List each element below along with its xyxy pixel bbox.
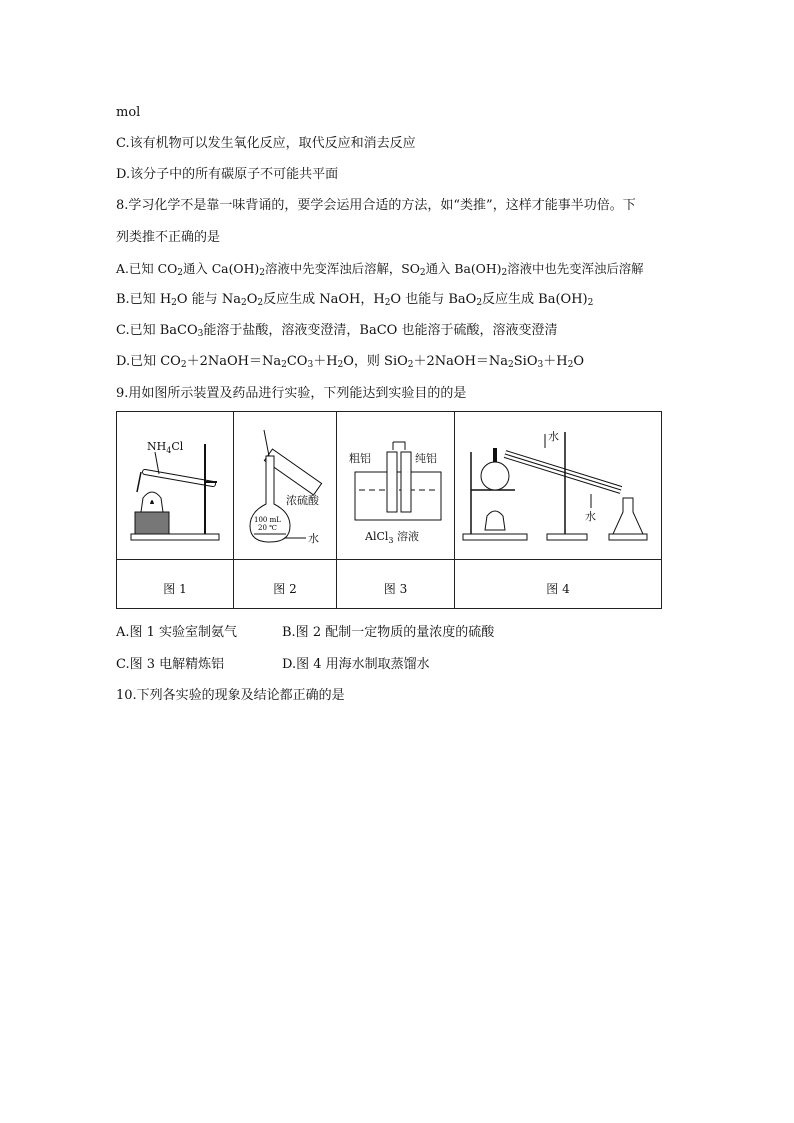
fig1-reagent-label: $NH_4Cl$ <box>147 440 184 455</box>
figure-2-volumetric-flask <box>234 412 336 559</box>
q8-option-d: D.已知 $CO_2+2NaOH=Na_2CO_3+H_2O$，则 $SiO_2+2NaOH=Na_2SiO_3+H_2O$ <box>116 354 584 370</box>
text-line: mol <box>116 105 141 120</box>
q8-option-b: B.已知 $H_2O$ 能与 $Na_2O_2$反应生成 NaOH，$H_2O$ 也能与 BaO$_2$反应生成 $Ba(OH)_2$ <box>116 292 594 308</box>
question-9-stem: 9.用如图所示装置及药品进行实验，下列能达到实验目的的是 <box>116 386 467 401</box>
question-10-stem: 10.下列各实验的现象及结论都正确的是 <box>116 688 345 703</box>
q8-option-c: C.已知 BaCO$_3$能溶于盐酸，溶液变澄清，BaCO 也能溶于硫酸，溶液变澄清 <box>116 323 558 339</box>
figure-table <box>116 411 662 609</box>
q9-option-a: A.图 1 实验室制氨气 <box>116 625 238 640</box>
option-d: D.该分子中的所有碳原子不可能共平面 <box>116 167 339 182</box>
fig3-right-electrode: 纯铝 <box>415 452 437 465</box>
question-8-stem-cont: 列类推不正确的是 <box>116 230 221 245</box>
q9-option-d: D.图 4 用海水制取蒸馏水 <box>282 657 430 672</box>
q9-option-b: B.图 2 配制一定物质的量浓度的硫酸 <box>282 625 495 640</box>
fig2-flask-temp: 20 ℃ <box>258 524 277 532</box>
figure-4-caption: 图 4 <box>546 582 570 596</box>
figure-3-electrolysis <box>337 412 454 559</box>
fig2-water-label: 水 <box>308 532 319 545</box>
q8-option-a: A.已知 $CO_2$通入 $Ca(OH)_2$溶液中先变浑浊后溶解，$SO_2$通入 $Ba(OH)_2$溶液中也先变浑浊后溶解 <box>116 261 644 278</box>
question-8-stem: 8.学习化学不是靠一味背诵的，要学会运用合适的方法，如“类推”，这样才能事半功倍。下 <box>116 198 636 213</box>
figure-2-caption: 图 2 <box>273 582 297 596</box>
fig3-solution-label: AlCl$_3$ 溶液 <box>365 530 419 545</box>
fig3-left-electrode: 粗铝 <box>349 452 371 465</box>
q9-option-c: C.图 3 电解精炼铝 <box>116 657 225 672</box>
option-c: C.该有机物可以发生氧化反应，取代反应和消去反应 <box>116 136 416 151</box>
fig2-flask-volume: 100 mL <box>254 516 281 524</box>
figure-3-caption: 图 3 <box>383 582 408 596</box>
figure-1-caption: 图 1 <box>163 582 187 596</box>
fig4-water-in: 水 <box>585 510 596 523</box>
fig4-water-out: 水 <box>548 430 559 443</box>
figure-1-ammonia-apparatus <box>117 412 233 559</box>
fig2-acid-label: 浓硫酸 <box>286 494 319 507</box>
figure-4-distillation <box>455 412 661 559</box>
